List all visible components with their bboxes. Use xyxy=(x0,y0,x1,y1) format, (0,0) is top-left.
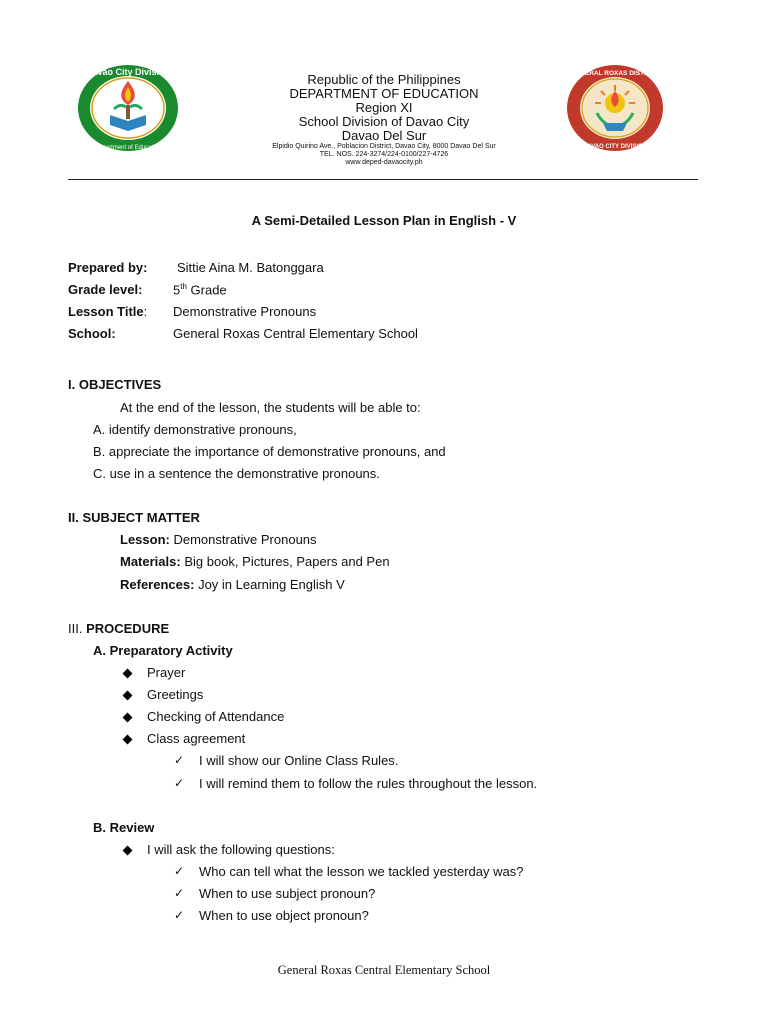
school-value: General Roxas Central Elementary School xyxy=(173,326,418,341)
subject-lesson: Lesson: Demonstrative Pronouns xyxy=(120,532,317,547)
review-question: When to use object pronoun? xyxy=(199,908,369,923)
diamond-bullet-icon xyxy=(123,713,133,723)
preparatory-activity-heading: A. Preparatory Activity xyxy=(93,643,233,658)
diamond-bullet-icon xyxy=(123,669,133,679)
checkmark-icon: ✓ xyxy=(174,864,185,878)
preparatory-item: Class agreement xyxy=(147,731,246,746)
class-agreement-subitem: I will show our Online Class Rules. xyxy=(199,753,399,768)
diamond-bullet-icon xyxy=(123,846,133,856)
lesson-title-value: Demonstrative Pronouns xyxy=(173,304,317,319)
objectives-intro: At the end of the lesson, the students will be able to: xyxy=(120,400,421,415)
grade-level-value: 5th Grade xyxy=(173,282,227,298)
prepared-by-value: Sittie Aina M. Batonggara xyxy=(177,260,324,275)
objective-item: A. identify demonstrative pronouns, xyxy=(93,422,297,437)
class-agreement-subitem: I will remind them to follow the rules throughout the lesson. xyxy=(199,776,538,791)
header-telephone: TEL. NOS. 224-3274/224-0100/227-4726 xyxy=(319,151,449,158)
preparatory-item: Prayer xyxy=(147,665,186,680)
review-heading: B. Review xyxy=(93,820,155,835)
header-line-region: Region XI xyxy=(355,100,413,115)
diamond-bullet-icon xyxy=(123,691,133,701)
diamond-bullet-icon xyxy=(123,735,133,745)
subject-matter-heading: II. SUBJECT MATTER xyxy=(68,510,200,525)
review-question: When to use subject pronoun? xyxy=(199,886,376,901)
svg-text:GENERAL ROXAS DISTRICT: GENERAL ROXAS DISTRICT xyxy=(570,70,660,77)
subject-materials: Materials: Big book, Pictures, Papers and Pen xyxy=(120,554,390,569)
header-line-province: Davao Del Sur xyxy=(341,128,427,143)
review-item: I will ask the following questions: xyxy=(147,842,335,857)
svg-text:Department of Education: Department of Education xyxy=(94,145,162,151)
header-website: www.deped-davaocity.ph xyxy=(345,159,423,166)
school-label: School: xyxy=(68,326,116,341)
preparatory-item: Greetings xyxy=(147,687,204,702)
objectives-heading: I. OBJECTIVES xyxy=(68,377,162,392)
grade-level-label: Grade level: xyxy=(68,282,143,297)
header-address: Elpidio Quirino Ave., Poblacion District, Davao City, 8000 Davao Del Sur xyxy=(272,143,496,150)
header-line-division: School Division of Davao City xyxy=(298,114,470,129)
page-footer: General Roxas Central Elementary School xyxy=(277,963,491,977)
prepared-by-label: Prepared by: xyxy=(68,260,148,275)
review-question: Who can tell what the lesson we tackled yesterday was? xyxy=(199,864,524,879)
svg-text:Davao City Division: Davao City Division xyxy=(85,67,171,77)
checkmark-icon: ✓ xyxy=(174,753,185,767)
lesson-title-label: Lesson Title: xyxy=(68,304,148,319)
header-divider xyxy=(68,179,698,180)
checkmark-icon: ✓ xyxy=(174,886,185,900)
checkmark-icon: ✓ xyxy=(174,776,185,790)
procedure-heading: III. PROCEDURE xyxy=(68,621,170,636)
document-title: A Semi-Detailed Lesson Plan in English - V xyxy=(251,213,517,228)
svg-text:DAVAO CITY DIVISION: DAVAO CITY DIVISION xyxy=(582,144,648,150)
header-line-republic: Republic of the Philippines xyxy=(307,72,461,87)
preparatory-item: Checking of Attendance xyxy=(147,709,285,724)
objective-item: C. use in a sentence the demonstrative pronouns. xyxy=(93,466,380,481)
objective-item: B. appreciate the importance of demonstrative pronouns, and xyxy=(93,444,446,459)
header-line-department: DEPARTMENT OF EDUCATION xyxy=(289,86,479,101)
subject-references: References: Joy in Learning English V xyxy=(120,577,345,592)
checkmark-icon: ✓ xyxy=(174,908,185,922)
